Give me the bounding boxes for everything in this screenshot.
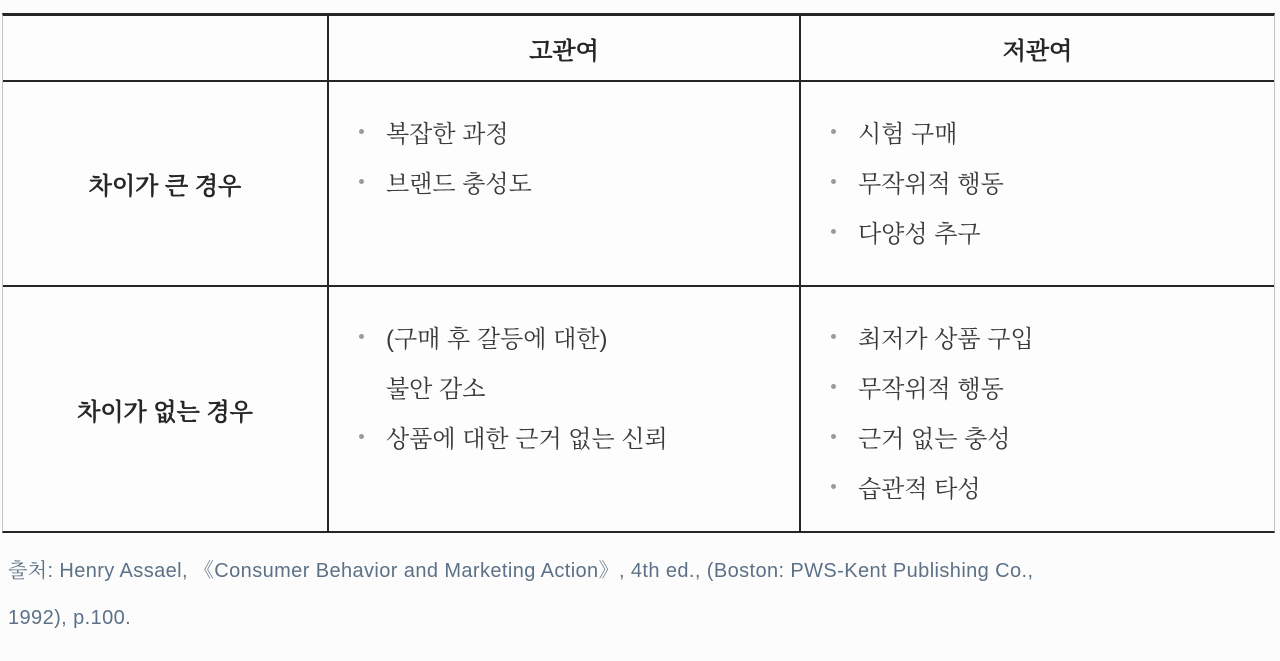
list-item (831, 206, 1264, 256)
bullet-icon (831, 179, 836, 184)
row-label: 차이가 큰 경우 (88, 173, 242, 200)
list-item-text: 불안 감소 (386, 375, 486, 403)
list-item-text: 다양성 추구 (858, 220, 981, 248)
source-citation (8, 548, 1272, 642)
list-item (831, 411, 1264, 461)
header-high-involvement-cell (329, 16, 801, 80)
list-item-text: 최저가 상품 구입 (858, 325, 1034, 353)
source-citation-line1: 출처: Henry Assael, 《Consumer Behavior and Marketing Action》, 4th ed., (Boston: PWS-Kent Publishing Co., (8, 560, 1034, 582)
cell-large-diff-low-involvement (801, 82, 1274, 285)
bullet-icon (359, 179, 364, 184)
table-row-large-difference (3, 80, 1274, 285)
row-label-cell (3, 82, 329, 285)
table-row-no-difference (3, 285, 1274, 531)
list-item (359, 411, 789, 461)
source-citation-line2: 1992), p.100. (8, 607, 132, 629)
bullet-icon (831, 434, 836, 439)
list-item (831, 106, 1264, 156)
list-item-text: 근거 없는 충성 (858, 425, 1011, 453)
list-item-text: 습관적 타성 (858, 475, 981, 503)
bullet-icon (359, 129, 364, 134)
bullet-icon (831, 384, 836, 389)
header-high-involvement-label: 고관여 (529, 37, 599, 65)
list-item-text: 복잡한 과정 (386, 120, 509, 148)
table-header-row (3, 16, 1274, 80)
bullet-icon (831, 229, 836, 234)
bullet-icon (831, 334, 836, 339)
header-low-involvement-cell (801, 16, 1274, 80)
list-item-text: 무작위적 행동 (858, 170, 1004, 198)
list-item-continuation (359, 361, 789, 411)
header-low-involvement-label: 저관여 (1002, 37, 1073, 65)
list-item (831, 461, 1264, 511)
header-empty-cell (3, 16, 329, 80)
bullet-icon (831, 484, 836, 489)
list-item-text: 브랜드 충성도 (386, 170, 532, 198)
list-item (359, 106, 789, 156)
list-item (359, 311, 789, 361)
list-item-text: (구매 후 갈등에 대한) (386, 325, 608, 353)
row-label: 차이가 없는 경우 (77, 398, 253, 426)
list-item-text: 상품에 대한 근거 없는 신뢰 (386, 425, 668, 453)
bullet-icon (359, 334, 364, 339)
row-label-cell (3, 287, 329, 531)
list-item (831, 361, 1264, 411)
cell-large-diff-high-involvement (329, 82, 801, 285)
list-item-text: 무작위적 행동 (858, 375, 1004, 403)
cell-no-diff-high-involvement (329, 287, 801, 531)
cell-no-diff-low-involvement (801, 287, 1274, 531)
list-item-text: 시험 구매 (858, 120, 958, 148)
involvement-table (2, 13, 1275, 533)
list-item (831, 311, 1264, 361)
bullet-icon (359, 434, 364, 439)
list-item (359, 156, 789, 206)
list-item (831, 156, 1264, 206)
bullet-icon (831, 129, 836, 134)
